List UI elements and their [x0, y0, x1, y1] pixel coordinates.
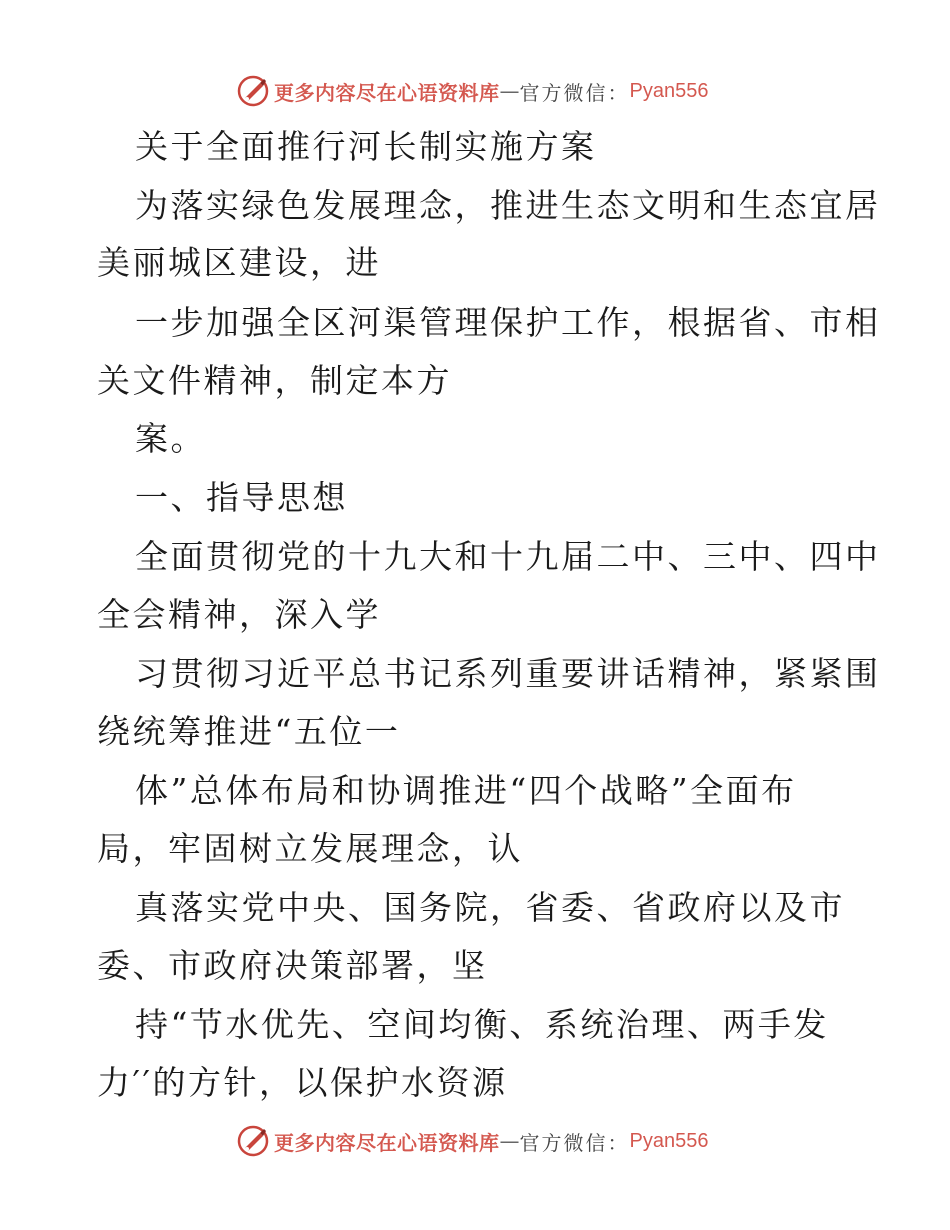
watermark-dash: —: [499, 1129, 520, 1153]
watermark-header: [236, 74, 708, 108]
watermark-sub-text: 官方微信：: [519, 1130, 630, 1155]
text-line: 委、市政府决策部署，坚: [97, 946, 488, 985]
watermark-main-text: 更多内容尽在心语资料库: [274, 80, 500, 105]
text-line: 持“节水优先、空间均衡、系统治理、两手发: [135, 1005, 829, 1044]
text-line: 关文件精神，制定本方: [97, 361, 452, 400]
text-line: 全面贯彻党的十九大和十九届二中、三中、四中: [135, 537, 881, 576]
text-line: 习贯彻习近平总书记系列重要讲话精神，紧紧围: [135, 654, 881, 693]
logo-icon: [236, 1124, 270, 1158]
section-heading: 一、指导思想: [135, 478, 348, 517]
text-line: 体”总体布局和协调推进“四个战略”全面布: [135, 771, 797, 810]
text-line: 真落实党中央、国务院，省委、省政府以及市: [135, 888, 845, 927]
watermark-footer: [236, 1124, 708, 1158]
document-title: 关于全面推行河长制实施方案: [135, 127, 597, 166]
watermark-dash: —: [499, 79, 520, 103]
text-line: 局，牢固树立发展理念，认: [97, 829, 523, 868]
text-line: 绕统筹推进“五位一: [97, 712, 401, 751]
text-line: 全会精神，深入学: [97, 595, 381, 634]
text-line: 美丽城区建设，进: [97, 243, 381, 282]
logo-icon: [236, 74, 270, 108]
watermark-main-text: 更多内容尽在心语资料库: [274, 1130, 500, 1155]
watermark-wechat-id: Pyan556: [629, 1129, 709, 1152]
text-line: 力′′的方针，以保护水资源: [97, 1063, 508, 1102]
text-line: 案。: [135, 419, 206, 458]
watermark-sub-text: 官方微信：: [519, 80, 630, 105]
watermark-wechat-id: Pyan556: [629, 79, 709, 102]
text-line: 为落实绿色发展理念，推进生态文明和生态宜居: [135, 186, 881, 225]
text-line: 一步加强全区河渠管理保护工作，根据省、市相: [135, 303, 881, 342]
